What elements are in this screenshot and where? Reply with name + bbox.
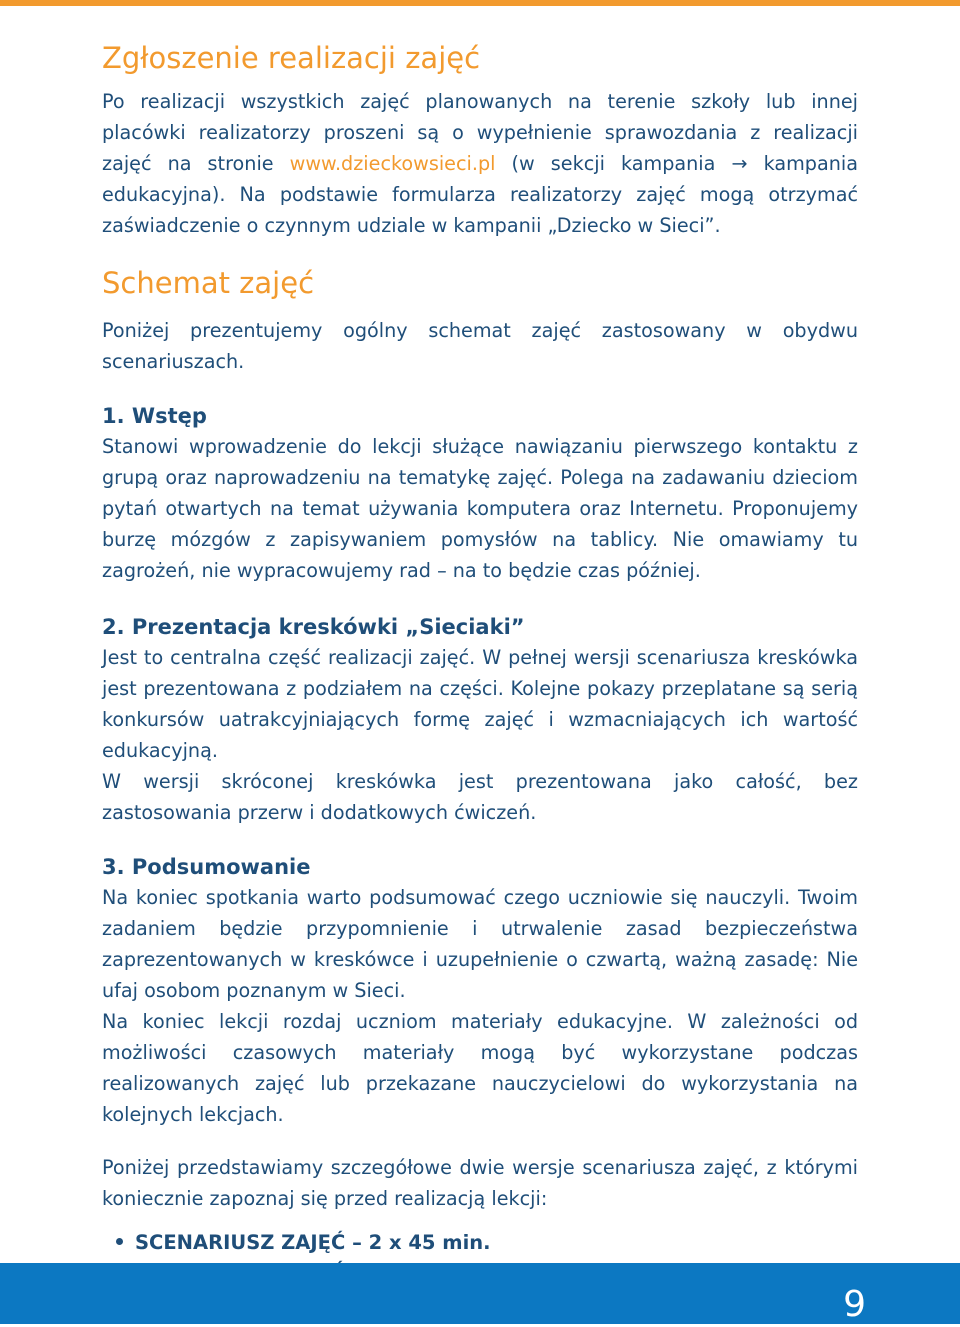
section-title-podsumowanie: 3. Podsumowanie — [102, 855, 311, 879]
section-prezentacja-paragraph-2: W wersji skróconej kreskówka jest prezentowana jako całość, bez zastosowania przerw i dodatkowych ćwiczeń. — [102, 770, 858, 824]
section-title-wstep: 1. Wstęp — [102, 404, 207, 428]
section-wstep — [102, 401, 858, 586]
section-podsumowanie — [102, 852, 858, 1130]
website-link[interactable]: www.dzieckowsieci.pl — [289, 152, 496, 175]
page-number: 9 — [843, 1284, 866, 1325]
paragraph-schemat-intro: Poniżej prezentujemy ogólny schemat zajęć zastosowany w obydwu scenariuszach. — [102, 319, 858, 373]
section-prezentacja — [102, 612, 858, 828]
section-wstep-paragraph: Stanowi wprowadzenie do lekcji służące nawiązaniu pierwszego kontaktu z grupą oraz naprowadzeniu na tematykę zajęć. Polega na zadawaniu dzieciom pytań otwartych na temat używania komputera oraz Internetu. Proponujemy burzę mózgów z zapisywaniem pomysłów na tablicy. Nie omawiamy tu zagrożeń, nie wypracowujemy rad – na to będzie czas później. — [102, 435, 858, 582]
paragraph-closing: Poniżej przedstawiamy szczegółowe dwie wersje scenariusza zajęć, z którymi koniecznie zapoznaj się przed realizacją lekcji: — [102, 1156, 858, 1210]
list-item — [116, 1228, 858, 1258]
heading-schemat: Schemat zajęć — [102, 266, 315, 300]
page-content — [102, 38, 858, 1288]
list-item-label: SCENARIUSZ ZAJĘĆ – 2 x 45 min. — [135, 1231, 491, 1254]
heading-zgloszenie: Zgłoszenie realizacji zajęć — [102, 41, 481, 75]
section-podsumowanie-paragraph-1: Na koniec spotkania warto podsumować czego uczniowie się nauczyli. Twoim zadaniem będzie przypomnienie i utrwalenie zasad bezpieczeństwa zaprezentowanych w kreskówce i uzupełnienie o czwartą, ważną zasadę: Nie ufaj osobom poznanym w Sieci. — [102, 886, 858, 1002]
top-orange-rule — [0, 0, 960, 6]
section-title-prezentacja: 2. Prezentacja kreskówki „Sieciaki” — [102, 615, 525, 639]
paragraph-zgloszenie — [102, 86, 858, 241]
section-podsumowanie-paragraph-2: Na koniec lekcji rozdaj uczniom materiały edukacyjne. W zależności od możliwości czasowych materiały mogą być wykorzystane podczas realizowanych zajęć lub przekazane nauczycielowi do wykorzystania na kolejnych lekcjach. — [102, 1010, 858, 1126]
footer-bar — [0, 1263, 960, 1324]
section-prezentacja-paragraph-1: Jest to centralna część realizacji zajęć. W pełnej wersji scenariusza kreskówka jest prezentowana z podziałem na części. Kolejne pokazy przeplatane są serią konkursów uatrakcyjniających formę zajęć i wzmacniających ich wartość edukacyjną. — [102, 646, 858, 762]
bullet-icon — [116, 1238, 123, 1245]
paragraph-zgloszenie-text1: Po realizacji wszystkich zajęć planowanych na terenie szkoły lub innej placówki realizatorzy proszeni są o wypełnienie sprawozdania z realizacji zajęć na stronie — [102, 90, 858, 175]
paragraph-zgloszenie-text2: (w sekcji kampania → kampania edukacyjna). Na podstawie formularza realizatorzy zajęć mogą otrzymać zaświadczenie o czynnym udziale w kampanii „Dziecko w Sieci”. — [102, 152, 858, 237]
